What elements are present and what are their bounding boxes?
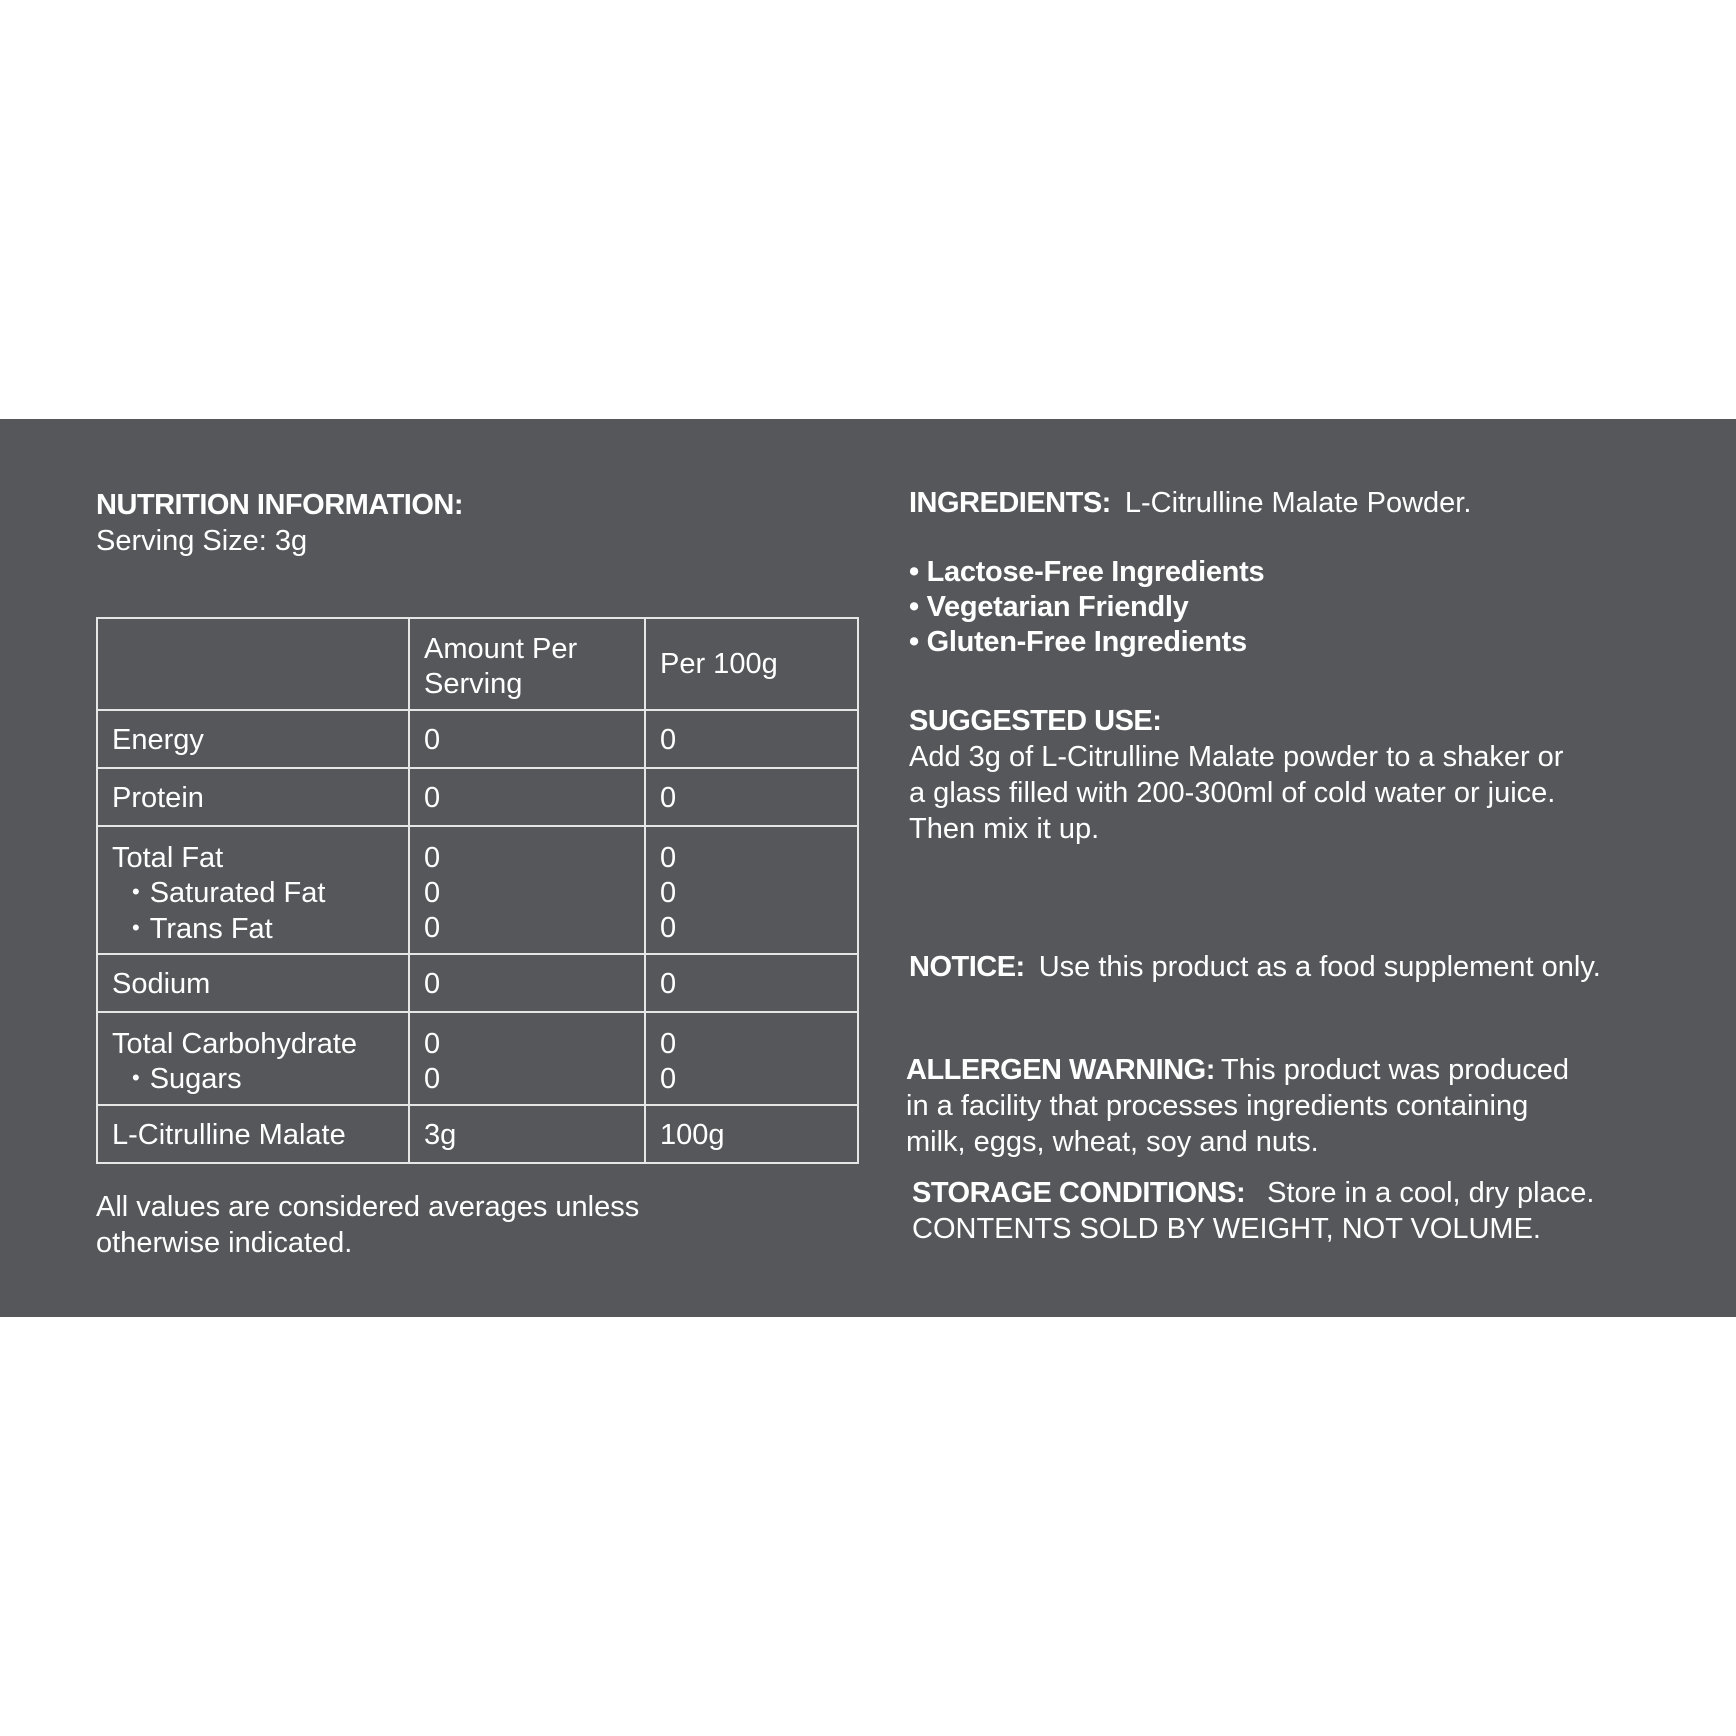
feature-list [909,555,1264,660]
sub-bullet: • [132,879,140,904]
notice-text: Use this product as a food supplement only. [1038,951,1601,983]
row-amount: 0 [424,912,441,944]
row-amount: 0 [424,724,441,756]
row-label: Total Carbohydrate [112,1028,358,1060]
sub-bullet: • [132,915,140,940]
row-amount: 0 [424,842,441,874]
ingredients-heading: INGREDIENTS: [909,487,1111,519]
storage-text: Store in a cool, dry place. [1267,1177,1595,1209]
table-row [97,1105,858,1163]
row-per100: 0 [660,782,677,814]
ingredients-section [909,485,1471,521]
row-label: Protein [112,782,204,814]
row-label: Saturated Fat [149,877,326,909]
notice-heading: NOTICE: [909,951,1025,983]
nutrition-table [96,617,859,1164]
row-per100: 0 [660,1063,677,1095]
allergen-section [906,1052,1569,1160]
row-amount: 0 [424,1028,441,1060]
storage-heading: STORAGE CONDITIONS: [912,1177,1246,1209]
storage-line: CONTENTS SOLD BY WEIGHT, NOT VOLUME. [912,1213,1541,1245]
nutrition-header [96,487,856,559]
table-row [97,954,858,1012]
row-amount: 0 [424,1063,441,1095]
suggested-use-line: a glass filled with 200-300ml of cold water or juice. [909,777,1556,809]
row-amount: 0 [424,968,441,1000]
row-label: Total Fat [112,842,224,874]
table-row [97,768,858,826]
row-amount: 0 [424,782,441,814]
serving-size: Serving Size: 3g [96,525,308,557]
row-per100: 100g [660,1119,725,1151]
row-amount: 3g [424,1119,457,1151]
row-label: Energy [112,724,204,756]
table-row [97,1012,858,1105]
suggested-use-line: Add 3g of L-Citrulline Malate powder to a shaker or [909,741,1564,773]
nutrition-heading: NUTRITION INFORMATION: [96,489,464,521]
row-label: Sodium [112,968,211,1000]
row-per100: 0 [660,912,677,944]
col-per100-label: Per 100g [660,647,778,680]
row-per100: 0 [660,968,677,1000]
header-per100-cell [645,618,858,710]
header-amount-cell [409,618,645,710]
table-header-row [97,618,858,710]
table-row [97,710,858,768]
row-per100: 0 [660,1028,677,1060]
feature-item: • Lactose-Free Ingredients [909,556,1265,588]
notice-section [909,949,1601,985]
sub-bullet: • [132,1065,140,1090]
row-label: L-Citrulline Malate [112,1119,346,1151]
row-label: Trans Fat [149,913,273,945]
row-per100: 0 [660,877,677,909]
allergen-line: This product was produced [1220,1054,1570,1086]
col-amount-label: Amount Per Serving [424,633,578,700]
ingredients-text: L-Citrulline Malate Powder. [1124,487,1472,519]
allergen-line: milk, eggs, wheat, soy and nuts. [906,1126,1319,1158]
feature-item: • Gluten-Free Ingredients [909,626,1247,658]
storage-section [912,1175,1594,1247]
allergen-line: in a facility that processes ingredients containing [906,1090,1529,1122]
suggested-use-line: Then mix it up. [909,813,1100,845]
label-panel [0,419,1736,1317]
allergen-heading: ALLERGEN WARNING: [906,1054,1215,1086]
suggested-use-heading: SUGGESTED USE: [909,705,1162,737]
row-per100: 0 [660,724,677,756]
row-per100: 0 [660,842,677,874]
feature-item: • Vegetarian Friendly [909,591,1189,623]
row-amount: 0 [424,877,441,909]
nutrition-footnote: All values are considered averages unless otherwise indicated. [96,1191,640,1259]
header-empty-cell [97,618,409,710]
row-label: Sugars [149,1063,242,1095]
suggested-use-section [909,703,1563,847]
table-row [97,826,858,954]
